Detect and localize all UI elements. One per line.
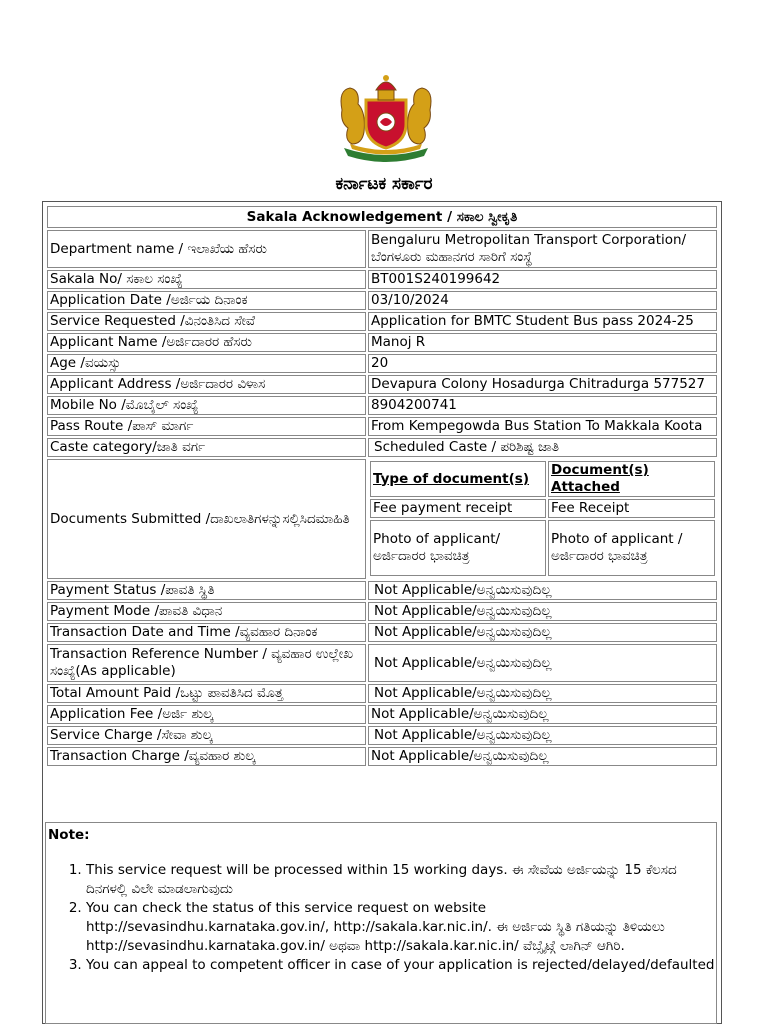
row-label: Mobile No /ಮೊಬೈಲ್ ಸಂಖ್ಯೆ bbox=[47, 396, 366, 415]
row-value: Not Applicable/ಅನ್ವಯಿಸುವುದಿಲ್ಲ bbox=[368, 684, 717, 703]
row-label: Application Fee /ಅರ್ಜಿ ಶುಲ್ಕ bbox=[47, 705, 366, 724]
document-attached: Fee Receipt bbox=[548, 499, 715, 518]
table-row bbox=[47, 312, 717, 331]
row-label: Transaction Date and Time /ವ್ಯವಹಾರ ದಿನಾಂಕ bbox=[47, 623, 366, 642]
row-value: Devapura Colony Hosadurga Chitradurga 577527 bbox=[368, 375, 717, 394]
row-label: Payment Status /ಪಾವತಿ ಸ್ಥಿತಿ bbox=[47, 581, 366, 600]
government-name: ಕರ್ನಾಟಕ ಸರ್ಕಾರ bbox=[335, 174, 433, 194]
table-row bbox=[47, 644, 717, 682]
table-row bbox=[47, 291, 717, 310]
row-label: Application Date /ಅರ್ಜಿಯ ದಿನಾಂಕ bbox=[47, 291, 366, 310]
row-value: Not Applicable/ಅನ್ವಯಿಸುವುದಿಲ್ಲ bbox=[368, 726, 717, 745]
table-row bbox=[47, 396, 717, 415]
note-item: 1. This service request will be processed within 15 working days. ಈ ಸೇವೆಯ ಅರ್ಜಿಯನ್ನು 15 ಕೆಲಸದ ದಿನಗಳಲ್ಲಿ ವಿಲೇ ಮಾಡಲಾಗುವುದು bbox=[86, 861, 716, 899]
row-value: Application for BMTC Student Bus pass 2024-25 bbox=[368, 312, 717, 331]
row-label: Sakala No/ ಸಕಾಲ ಸಂಖ್ಯೆ bbox=[47, 270, 366, 289]
note-item: 2. You can check the status of this service request on website http://sevasindhu.karnataka.gov.in/, http://sakala.kar.nic.in/. ಈ ಅರ್ಜಿಯ ಸ್ಥಿತಿ ಗತಿಯನ್ನು ತಿಳಿಯಲು http://sevasindhu.karnataka.gov.in/ ಅಥವಾ http://sakala.kar.nic.in/ ವೆಬ್ಸೈಟ್ಗೆ ಲಾಗಿನ್ ಆಗಿರಿ. bbox=[86, 899, 716, 956]
karnataka-emblem-icon bbox=[336, 70, 436, 162]
note-section bbox=[45, 822, 717, 1024]
row-value: Not Applicable/ಅನ್ವಯಿಸುವುದಿಲ್ಲ bbox=[368, 602, 717, 621]
table-row bbox=[47, 354, 717, 373]
row-label: Service Charge /ಸೇವಾ ಶುಲ್ಕ bbox=[47, 726, 366, 745]
row-label: Pass Route /ಪಾಸ್ ಮಾರ್ಗ bbox=[47, 417, 366, 436]
table-row bbox=[47, 333, 717, 352]
row-label: Caste category/ಜಾತಿ ವರ್ಗ bbox=[47, 438, 366, 457]
documents-row bbox=[47, 459, 717, 579]
table-row bbox=[47, 230, 717, 268]
table-row bbox=[47, 747, 717, 766]
document-row bbox=[370, 499, 715, 518]
row-value: From Kempegowda Bus Station To Makkala Koota bbox=[368, 417, 717, 436]
row-label: Age /ವಯಸ್ಸು bbox=[47, 354, 366, 373]
row-value: Manoj R bbox=[368, 333, 717, 352]
row-value: Not Applicable/ಅನ್ವಯಿಸುವುದಿಲ್ಲ bbox=[368, 705, 717, 724]
row-label: Department name / ಇಲಾಖೆಯ ಹೆಸರು bbox=[47, 230, 366, 268]
note-list bbox=[46, 861, 716, 975]
documents-cell bbox=[368, 459, 717, 579]
table-row bbox=[47, 375, 717, 394]
note-item: 3. You can appeal to competent officer in case of your application is rejected/delayed/defaulted bbox=[86, 956, 716, 975]
acknowledgement-table bbox=[45, 204, 719, 768]
row-value: Not Applicable/ಅನ್ವಯಿಸುವುದಿಲ್ಲ bbox=[368, 581, 717, 600]
row-value: Not Applicable/ಅನ್ವಯಿಸುವುದಿಲ್ಲ bbox=[368, 623, 717, 642]
row-value: Scheduled Caste / ಪರಿಶಿಷ್ಟ ಜಾತಿ bbox=[368, 438, 717, 457]
row-value: Bengaluru Metropolitan Transport Corporation/ಬೆಂಗಳೂರು ಮಹಾನಗರ ಸಾರಿಗೆ ಸಂಸ್ಥೆ bbox=[368, 230, 717, 268]
table-row bbox=[47, 602, 717, 621]
row-label: Applicant Address /ಅರ್ಜಿದಾರರ ವಿಳಾಸ bbox=[47, 375, 366, 394]
row-label: Transaction Reference Number / ವ್ಯವಹಾರ ಉಲ್ಲೇಖ ಸಂಖ್ಯೆ(As applicable) bbox=[47, 644, 366, 682]
row-label: Payment Mode /ಪಾವತಿ ವಿಧಾನ bbox=[47, 602, 366, 621]
acknowledgement-title: Sakala Acknowledgement / ಸಕಾಲ ಸ್ವೀಕೃತಿ bbox=[47, 206, 717, 228]
column-header-type: Type of document(s) bbox=[370, 461, 546, 497]
table-row bbox=[47, 270, 717, 289]
row-label: Transaction Charge /ವ್ಯವಹಾರ ಶುಲ್ಕ bbox=[47, 747, 366, 766]
table-row bbox=[47, 726, 717, 745]
document-type: Fee payment receipt bbox=[370, 499, 546, 518]
document-attached: Photo of applicant / ಅರ್ಜಿದಾರರ ಭಾವಚಿತ್ರ bbox=[548, 520, 715, 576]
table-row bbox=[47, 417, 717, 436]
documents-label: Documents Submitted /ದಾಖಲಾತಿಗಳನ್ನುಸಲ್ಲಿಸಿದಮಾಹಿತಿ bbox=[47, 459, 366, 579]
note-title: Note: bbox=[48, 827, 90, 843]
table-row bbox=[47, 684, 717, 703]
table-row bbox=[47, 581, 717, 600]
row-value: Not Applicable/ಅನ್ವಯಿಸುವುದಿಲ್ಲ bbox=[368, 644, 717, 682]
row-value: 8904200741 bbox=[368, 396, 717, 415]
table-row bbox=[47, 705, 717, 724]
row-value: 03/10/2024 bbox=[368, 291, 717, 310]
column-header-attached: Document(s) Attached bbox=[548, 461, 715, 497]
row-label: Total Amount Paid /ಒಟ್ಟು ಪಾವತಿಸಿದ ಮೊತ್ತ bbox=[47, 684, 366, 703]
row-value: BT001S240199642 bbox=[368, 270, 717, 289]
table-row bbox=[47, 623, 717, 642]
row-label: Service Requested /ವಿನಂತಿಸಿದ ಸೇವೆ bbox=[47, 312, 366, 331]
documents-table bbox=[368, 459, 717, 578]
table-row bbox=[47, 438, 717, 457]
document-row bbox=[370, 520, 715, 576]
row-value: Not Applicable/ಅನ್ವಯಿಸುವುದಿಲ್ಲ bbox=[368, 747, 717, 766]
row-label: Applicant Name /ಅರ್ಜಿದಾರರ ಹೆಸರು bbox=[47, 333, 366, 352]
row-value: 20 bbox=[368, 354, 717, 373]
document-type: Photo of applicant/ಅರ್ಜಿದಾರರ ಭಾವಚಿತ್ರ bbox=[370, 520, 546, 576]
